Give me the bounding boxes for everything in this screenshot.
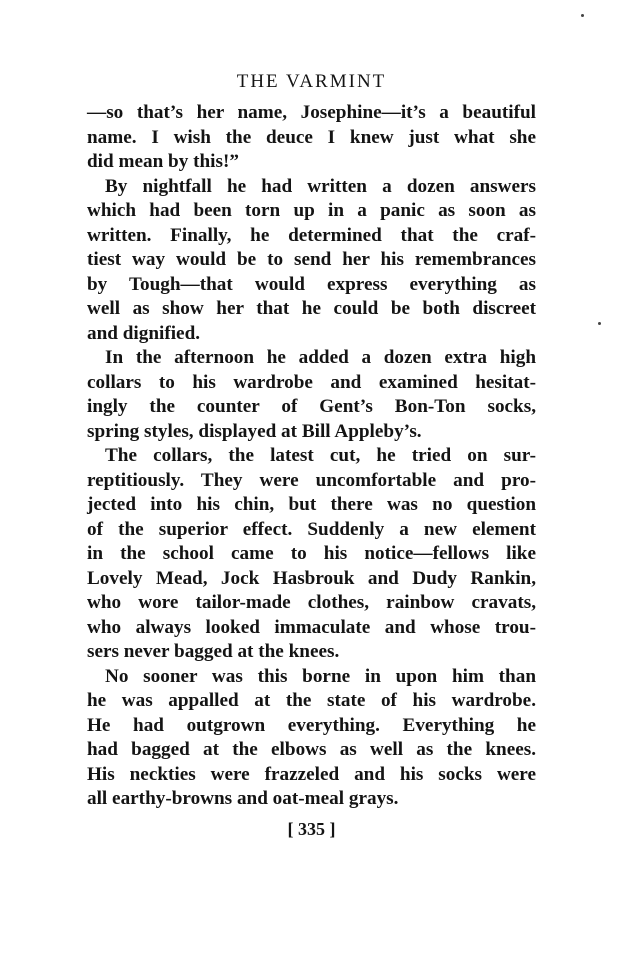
text-line: by Tough—that would express everything as (87, 273, 536, 295)
text-line: of the superior effect. Suddenly a new element (87, 518, 536, 540)
paragraph (87, 665, 536, 812)
text-line: who wore tailor-made clothes, rainbow cravats, (87, 592, 536, 613)
paragraph (87, 444, 536, 665)
text-line: reptitiously. They were uncomfortable and pro- (87, 469, 536, 491)
text-line: had bagged at the elbows as well as the knees. (87, 739, 536, 760)
text-line: tiest way would be to send her his remembrances (87, 249, 536, 270)
text-line: name. I wish the deuce I knew just what she (87, 126, 536, 148)
text-line: Lovely Mead, Jock Hasbrouk and Dudy Rankin, (87, 567, 536, 589)
text-line: written. Finally, he determined that the craf- (87, 224, 536, 246)
scan-speck (581, 14, 584, 17)
text-line: ingly the counter of Gent’s Bon-Ton socks, (87, 396, 536, 417)
text-line: spring styles, displayed at Bill Appleby’s. (87, 420, 422, 442)
text-line: No sooner was this borne in upon him than (105, 665, 536, 687)
running-head: THE VARMINT (236, 71, 387, 92)
text-line: well as show her that he could be both discreet (87, 298, 536, 319)
body-text (87, 101, 536, 812)
text-line: jected into his chin, but there was no question (87, 494, 536, 515)
text-line: did mean by this!” (87, 151, 239, 172)
text-line: which had been torn up in a panic as soon as (87, 200, 536, 221)
text-line: in the school came to his notice—fellows like (87, 543, 536, 564)
text-line: His neckties were frazzeled and his socks were (87, 763, 536, 785)
text-line: sers never bagged at the knees. (87, 641, 340, 662)
text-line: He had outgrown everything. Everything he (87, 714, 536, 736)
text-line: and dignified. (87, 322, 201, 344)
text-line: collars to his wardrobe and examined hesitat- (87, 371, 536, 393)
scan-speck (598, 322, 601, 325)
paragraph (87, 175, 536, 347)
text-line: In the afternoon he added a dozen extra high (105, 347, 536, 368)
text-line: —so that’s her name, Josephine—it’s a beautiful (87, 102, 536, 123)
text-line: he was appalled at the state of his wardrobe. (87, 690, 536, 711)
text-line: who always looked immaculate and whose trou- (87, 616, 536, 638)
paragraph (87, 346, 536, 444)
paragraph (87, 101, 536, 175)
text-line: The collars, the latest cut, he tried on sur- (105, 445, 536, 466)
text-line: all earthy-browns and oat-meal grays. (87, 788, 399, 809)
page-number: [ 335 ] (287, 819, 336, 839)
text-line: By nightfall he had written a dozen answers (105, 175, 536, 197)
